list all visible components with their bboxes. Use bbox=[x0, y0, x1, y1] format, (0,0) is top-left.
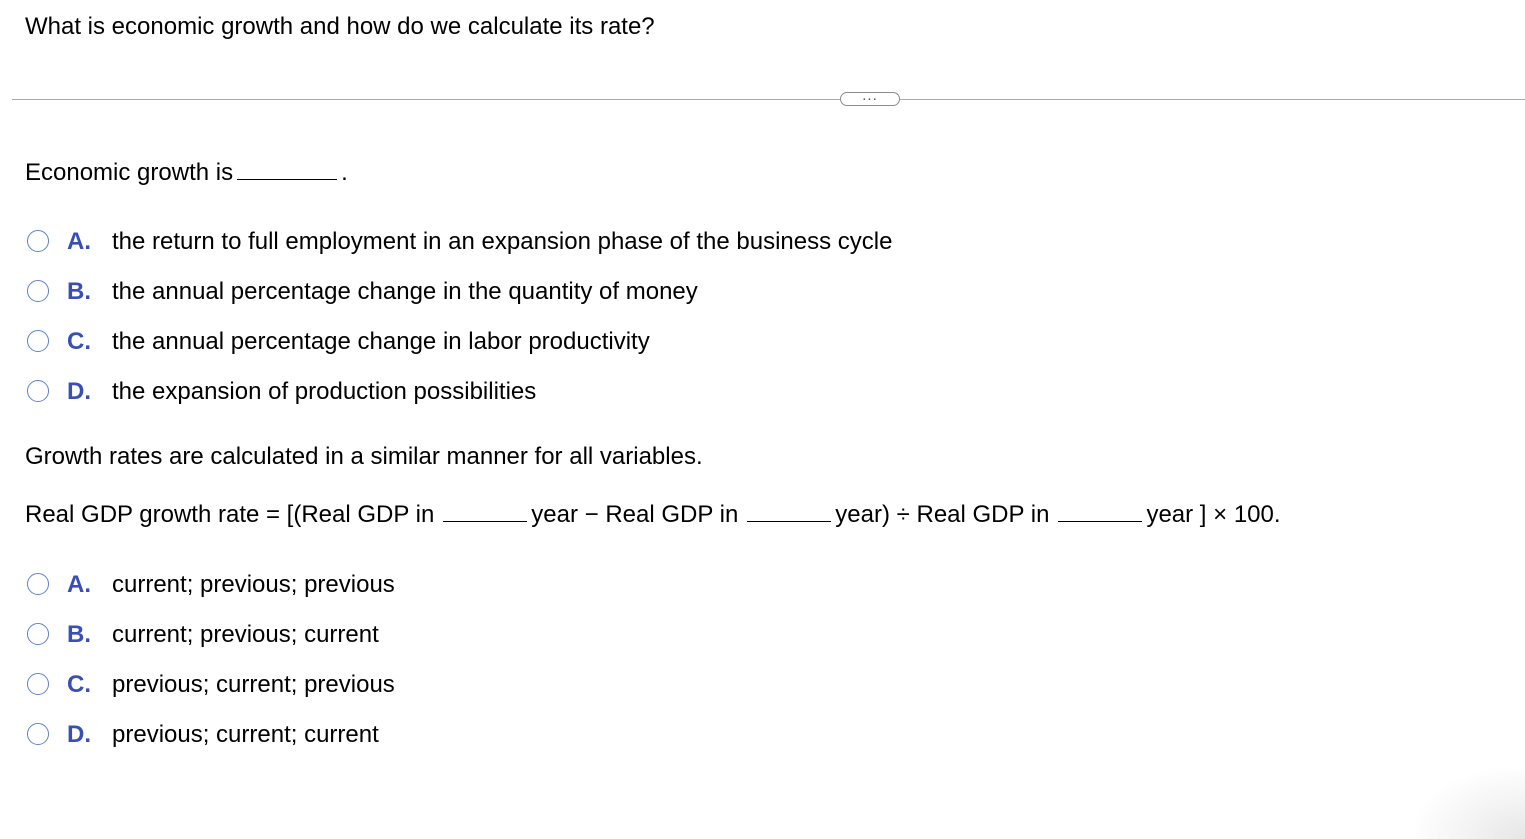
option-text: previous; current; current bbox=[112, 721, 379, 748]
ellipsis-icon: ... bbox=[862, 87, 878, 104]
part1-prompt-period: . bbox=[341, 159, 348, 186]
option-letter: C. bbox=[67, 328, 91, 355]
answer-blank-3 bbox=[1058, 501, 1142, 522]
radio-button[interactable] bbox=[27, 623, 49, 645]
option-text: the return to full employment in an expansion phase of the business cycle bbox=[112, 228, 893, 255]
radio-button[interactable] bbox=[27, 380, 49, 402]
radio-button[interactable] bbox=[27, 280, 49, 302]
option-letter: D. bbox=[67, 378, 91, 405]
radio-button[interactable] bbox=[27, 673, 49, 695]
option-letter: A. bbox=[67, 571, 91, 598]
answer-blank-2 bbox=[747, 501, 831, 522]
corner-shadow bbox=[1415, 769, 1525, 839]
radio-button[interactable] bbox=[27, 330, 49, 352]
formula-segment-4: year ] × 100. bbox=[1146, 501, 1281, 528]
answer-blank-1 bbox=[443, 501, 527, 522]
option-letter: B. bbox=[67, 621, 91, 648]
option-text: previous; current; previous bbox=[112, 671, 395, 698]
formula-segment-2: year − Real GDP in bbox=[531, 501, 739, 528]
expand-more-button[interactable] bbox=[840, 87, 900, 106]
part1-prompt bbox=[25, 159, 348, 187]
radio-button[interactable] bbox=[27, 723, 49, 745]
answer-blank bbox=[237, 159, 337, 180]
option-letter: C. bbox=[67, 671, 91, 698]
option-text: the expansion of production possibilities bbox=[112, 378, 537, 405]
formula-segment-1: Real GDP growth rate = [(Real GDP in bbox=[25, 501, 435, 528]
option-text: current; previous; current bbox=[112, 621, 379, 648]
option-text: the annual percentage change in the quantity of money bbox=[112, 278, 698, 305]
growth-rate-formula bbox=[25, 501, 1281, 529]
part1-prompt-text: Economic growth is bbox=[25, 159, 234, 186]
part2-intro: Growth rates are calculated in a similar manner for all variables. bbox=[25, 443, 703, 470]
option-letter: A. bbox=[67, 228, 91, 255]
option-letter: D. bbox=[67, 721, 91, 748]
question-title: What is economic growth and how do we calculate its rate? bbox=[25, 13, 655, 40]
option-text: current; previous; previous bbox=[112, 571, 395, 598]
section-divider bbox=[12, 99, 1525, 100]
option-text: the annual percentage change in labor productivity bbox=[112, 328, 650, 355]
radio-button[interactable] bbox=[27, 573, 49, 595]
formula-segment-3: year) ÷ Real GDP in bbox=[835, 501, 1050, 528]
option-letter: B. bbox=[67, 278, 91, 305]
radio-button[interactable] bbox=[27, 230, 49, 252]
